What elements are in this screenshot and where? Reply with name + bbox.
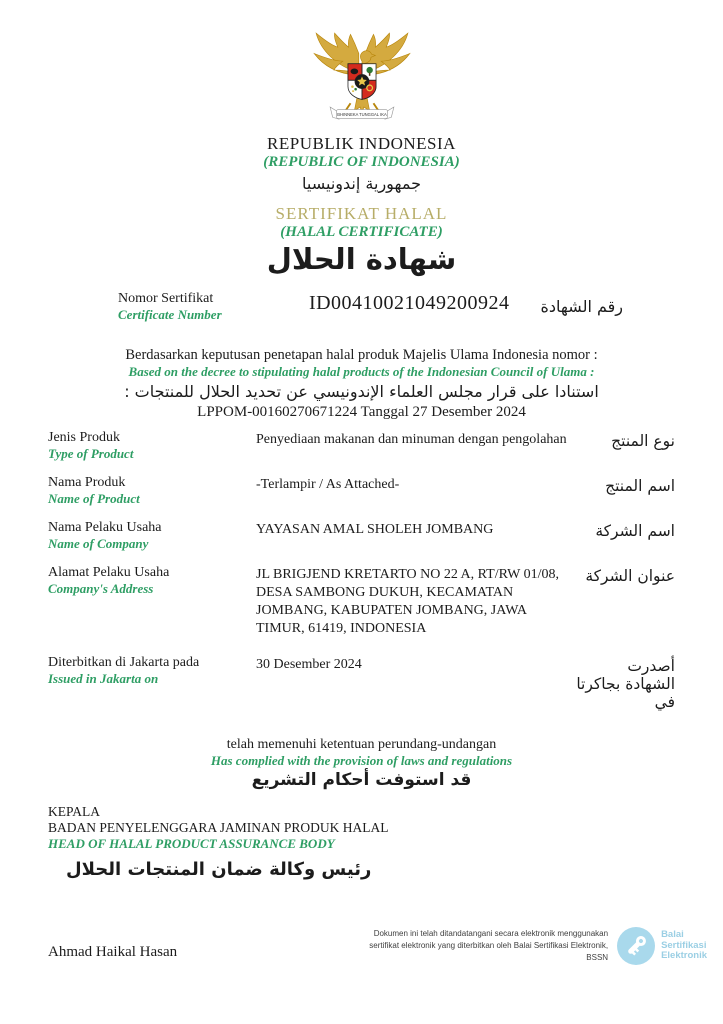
certificate-title-en: (HALAL CERTIFICATE): [280, 224, 443, 240]
head-title-line1: KEPALA: [48, 804, 101, 819]
country-name-ar: جمهورية إندونيسيا: [302, 174, 421, 193]
head-title-line2: BADAN PENYELENGGARA JAMINAN PRODUK HALAL: [48, 820, 389, 835]
field-label-en: Type of Product: [48, 446, 134, 461]
pancasila-shield: [347, 64, 375, 100]
certificate-fields: [0, 430, 723, 724]
title-block: [0, 134, 723, 276]
compliance-line-ar: قد استوفت أحكام التشريع: [251, 770, 472, 790]
electronic-signature-block: [350, 926, 707, 966]
decree-block: [0, 347, 723, 421]
field-label-ar: عنوان الشركة: [585, 567, 675, 585]
field-label-en: Name of Product: [48, 491, 140, 506]
field-label: [48, 655, 256, 687]
field-label: [48, 565, 256, 597]
bse-logo-line2: Sertifikasi: [661, 939, 707, 951]
garuda-pancasila-emblem: [298, 28, 426, 130]
field-row-name-of-company: [0, 520, 723, 552]
field-label-id: Nama Pelaku Usaha: [48, 520, 162, 535]
certificate-number-label-en: Certificate Number: [118, 307, 222, 322]
field-label: [48, 520, 256, 552]
field-row-name-of-product: [0, 475, 723, 507]
compliance-statement: [0, 737, 723, 790]
country-name-en: (REPUBLIC OF INDONESIA): [263, 154, 460, 170]
field-value: JL BRIGJEND KRETARTO NO 22 A, RT/RW 01/08, DESA SAMBONG DUKUH, KECAMATAN JOMBANG, KABUPATEN JOMBANG, JAWA TIMUR, 61419, INDONESIA: [256, 567, 560, 636]
field-label-id: Nama Produk: [48, 475, 126, 490]
certificate-title-id: SERTIFIKAT HALAL: [275, 204, 448, 223]
field-label: [48, 430, 256, 462]
country-name-id: REPUBLIK INDONESIA: [267, 134, 456, 153]
field-row-issued-date: [0, 655, 723, 711]
field-label-en: Company's Address: [48, 581, 154, 596]
compliance-line-en: Has complied with the provision of laws and regulations: [210, 753, 513, 768]
signatory-name: Ahmad Haikal Hasan: [48, 944, 178, 960]
field-value: -Terlampir / As Attached-: [256, 477, 400, 492]
field-label-en: Name of Company: [48, 536, 149, 551]
certificate-number-value: ID00410021049200924: [308, 292, 510, 314]
field-label: [48, 475, 256, 507]
bse-logo-line1: Balai: [661, 928, 684, 940]
esign-note-text: Dokumen ini telah ditandatangani secara elektronik menggunakan sertifikat elektronik yang diterbitkan oleh Balai Sertifikasi Elektronik, BSSN: [369, 929, 609, 962]
field-row-company-address: [0, 565, 723, 638]
certificate-number-label-id: Nomor Sertifikat: [118, 291, 214, 306]
certificate-number-label-ar: رقم الشهادة: [540, 297, 623, 316]
garuda-emblem-icon: [298, 28, 426, 130]
field-label-ar: أصدرت الشهادة بجاكرتا في: [576, 656, 675, 711]
field-value: YAYASAN AMAL SHOLEH JOMBANG: [256, 522, 494, 537]
compliance-line-id: telah memenuhi ketentuan perundang-undangan: [226, 737, 497, 752]
head-of-body-block: [48, 804, 389, 880]
bse-key-icon: [616, 926, 656, 966]
field-label-en: Issued in Jakarta on: [48, 670, 159, 686]
bse-logo-line3: Elektronik: [661, 950, 707, 962]
field-label-ar: نوع المنتج: [611, 432, 675, 450]
field-label-ar: اسم الشركة: [595, 522, 675, 540]
decree-number-line: LPPOM-00160270671224 Tanggal 27 Desember 2024: [197, 404, 526, 420]
certificate-title-ar: شهادة الحلال: [266, 242, 457, 276]
svg-text:BHINNEKA TUNGGAL IKA: BHINNEKA TUNGGAL IKA: [336, 111, 387, 117]
field-label-id: Diterbitkan di Jakarta pada: [48, 654, 200, 670]
field-label-id: Jenis Produk: [48, 430, 120, 445]
head-title-line3-en: HEAD OF HALAL PRODUCT ASSURANCE BODY: [48, 836, 335, 851]
field-row-type-of-product: [0, 430, 723, 462]
bse-logo-text: [661, 930, 707, 963]
decree-line-id: Berdasarkan keputusan penetapan halal produk Majelis Ulama Indonesia nomor :: [125, 347, 598, 363]
decree-line-ar: استنادا على قرار مجلس العلماء الإندونيسي عن تحديد الحلال للمنتجات :: [124, 382, 599, 401]
certificate-number-label: [118, 291, 278, 323]
bse-logo: [616, 926, 707, 966]
certificate-number-row: [0, 291, 723, 323]
field-label-ar: اسم المنتج: [605, 477, 675, 495]
head-title-line-ar: رئيس وكالة ضمان المنتجات الحلال: [66, 859, 372, 880]
field-label-id: Alamat Pelaku Usaha: [48, 565, 170, 580]
field-value: 30 Desember 2024: [256, 656, 362, 672]
decree-line-en: Based on the decree to stipulating halal products of the Indonesian Council of Ulama :: [128, 364, 595, 379]
field-value: Penyediaan makanan dan minuman dengan pengolahan: [256, 432, 567, 447]
